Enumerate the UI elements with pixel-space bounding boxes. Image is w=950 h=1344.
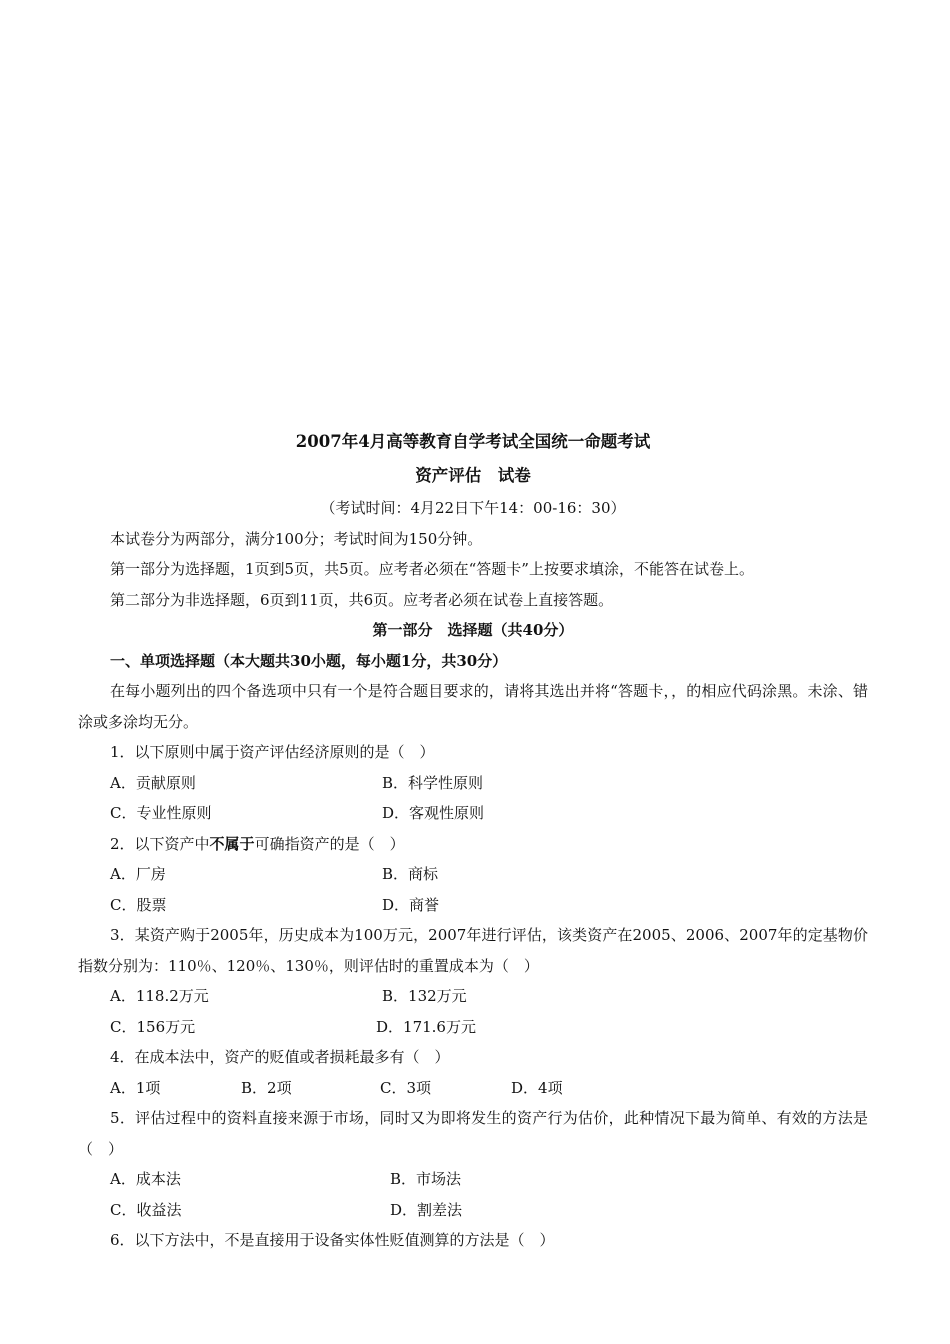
question-5-options-row-2	[78, 1195, 868, 1226]
question-1-option-a: A．贡献原则	[110, 773, 196, 792]
question-2-option-d: D．商誉	[382, 895, 440, 914]
question-3-stem: 3．某资产购于2005年，历史成本为100万元，2007年进行评估，该类资产在2005、2006、2007年的定基物价指数分别为：110％、120％、130％，则评估时的重置成本为（ ）	[78, 926, 868, 975]
question-3-options-row-2	[78, 1012, 868, 1043]
question-5-options-row-1	[78, 1164, 868, 1195]
question-5-stem: 5．评估过程中的资料直接来源于市场，同时又为即将发生的资产行为估价，此种情况下最为简单、有效的方法是（ ）	[78, 1109, 868, 1158]
part1-heading: 第一部分 选择题（共40分）	[372, 621, 574, 639]
exam-content	[78, 425, 868, 1256]
section-heading: 一、单项选择题（本大题共30小题，每小题1分，共30分）	[110, 651, 508, 670]
section-instructions: 在每小题列出的四个备选项中只有一个是符合题目要求的，请将其选出并将“答题卡，，的相应代码涂黑。未涂、错涂或多涂均无分。	[78, 682, 868, 731]
question-3-option-c: C．156万元	[110, 1017, 196, 1036]
question-1-option-c: C．专业性原则	[110, 804, 212, 822]
question-3-option-d: D．171.6万元	[376, 1017, 476, 1036]
question-2-stem-emphasis: 不属于	[209, 834, 255, 853]
question-2-stem-post: 可确指资产的是（ ）	[254, 834, 405, 853]
question-4-option-a: A．1项	[110, 1078, 161, 1097]
question-3-option-a: A．118.2万元	[110, 987, 209, 1005]
question-6-stem: 6．以下方法中，不是直接用于设备实体性贬值测算的方法是（ ）	[110, 1231, 555, 1249]
question-1-option-b: B．科学性原则	[382, 773, 484, 792]
question-3-options-row-1	[78, 981, 868, 1012]
question-1-options-row-1	[78, 768, 868, 799]
question-1-stem: 1．以下原则中属于资产评估经济原则的是（ ）	[110, 743, 435, 761]
question-4-option-d: D．4项	[511, 1078, 563, 1097]
exam-title: 2007年4月高等教育自学考试全国统一命题考试	[295, 432, 651, 451]
exam-time: （考试时间：4月22日下午14：00-16：30）	[320, 499, 626, 517]
question-5-option-d: D．割差法	[390, 1200, 463, 1219]
question-4-stem: 4．在成本法中，资产的贬值或者损耗最多有（ ）	[110, 1048, 450, 1066]
question-1-options-row-2	[78, 798, 868, 829]
question-2-options-row-2	[78, 890, 868, 921]
intro-line-3: 第二部分为非选择题，6页到11页，共6页。应考者必须在试卷上直接答题。	[110, 590, 614, 609]
question-1-option-d: D．客观性原则	[382, 804, 485, 822]
question-5-option-a: A．成本法	[110, 1170, 181, 1188]
question-5-option-b: B．市场法	[390, 1170, 462, 1188]
exam-subtitle: 资产评估 试卷	[415, 466, 531, 485]
question-2-option-c: C．股票	[110, 895, 167, 914]
question-4-option-b: B．2项	[241, 1078, 292, 1097]
question-2-stem	[78, 829, 868, 860]
question-4-options-row	[78, 1073, 868, 1104]
question-4-option-c: C．3项	[380, 1078, 432, 1097]
question-3-option-b: B．132万元	[382, 987, 467, 1005]
intro-line-1: 本试卷分为两部分，满分100分；考试时间为150分钟。	[110, 529, 483, 548]
question-2-option-b: B．商标	[382, 865, 439, 883]
question-2-stem-pre: 2．以下资产中	[110, 834, 210, 853]
intro-line-2: 第一部分为选择题，1页到5页，共5页。应考者必须在“答题卡”上按要求填涂，不能答在试卷上。	[110, 560, 754, 578]
question-2-options-row-1	[78, 859, 868, 890]
question-2-option-a: A．厂房	[110, 865, 166, 883]
question-5-option-c: C．收益法	[110, 1200, 182, 1219]
